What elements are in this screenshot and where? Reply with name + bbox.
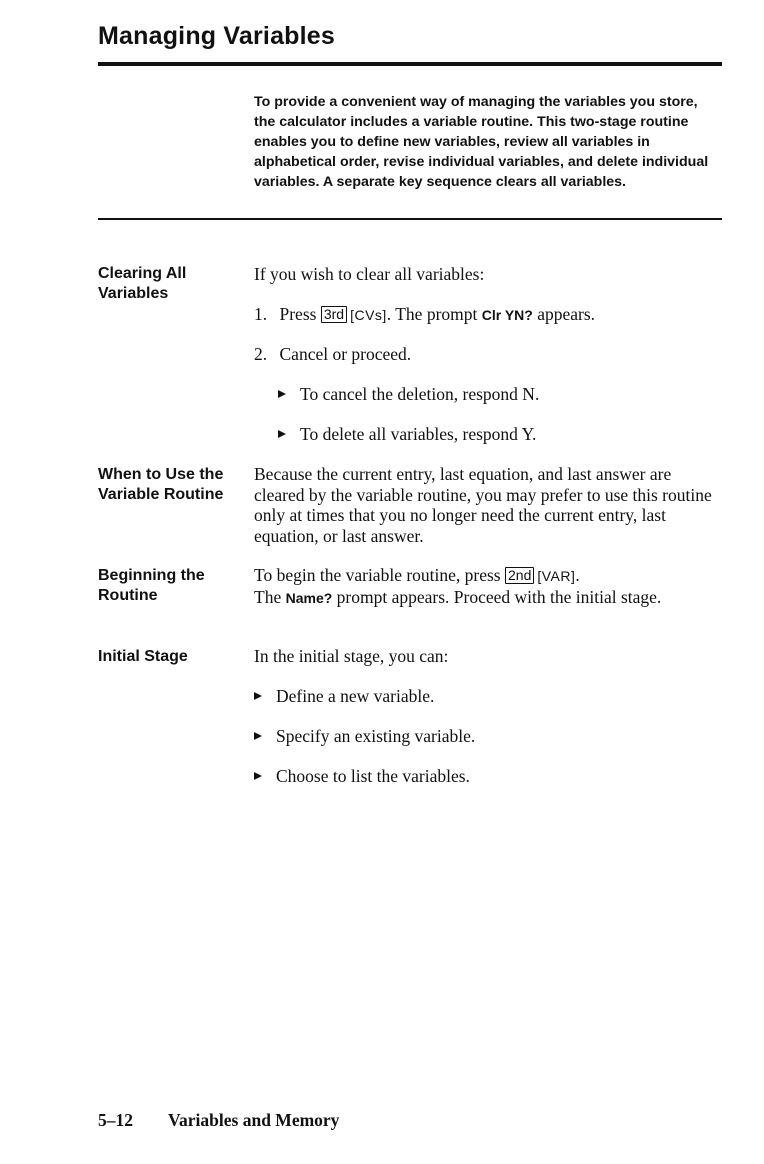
clearing-step-1: 1. Press 3rd [CVs]. The prompt Clr YN? appears. xyxy=(254,304,596,324)
3rd-key: 3rd xyxy=(321,306,347,323)
initial-lead: In the initial stage, you can: xyxy=(254,646,449,666)
title-rule xyxy=(98,62,722,66)
page-footer xyxy=(98,1110,339,1131)
page-title: Managing Variables xyxy=(98,22,336,50)
initial-bullet-specify: Specify an existing variable. xyxy=(254,726,475,747)
clearing-bullet-cancel: To cancel the deletion, respond N. xyxy=(278,384,539,405)
beginning-paragraph: To begin the variable routine, press 2nd [VAR]. The Name? prompt appears. Proceed with the initial stage. xyxy=(254,565,662,607)
intro-rule xyxy=(98,218,722,220)
bullet-arrow-icon xyxy=(254,692,262,700)
page-number: 5–12 xyxy=(98,1110,133,1130)
clr-yn-prompt: Clr YN? xyxy=(481,307,533,323)
footer-section-title: Variables and Memory xyxy=(168,1110,340,1130)
bullet-arrow-icon xyxy=(254,732,262,740)
bullet-arrow-icon xyxy=(254,772,262,780)
step-number: 2. xyxy=(254,344,268,364)
clearing-bullet-delete: To delete all variables, respond Y. xyxy=(278,424,536,445)
initial-bullet-list: Choose to list the variables. xyxy=(254,766,470,787)
bullet-arrow-icon xyxy=(278,390,286,398)
step-number: 1. xyxy=(254,304,268,324)
heading-beginning-the-routine: Beginning the Routine xyxy=(98,567,205,604)
heading-when-to-use: When to Use the Variable Routine xyxy=(98,466,224,503)
var-function-label: [VAR] xyxy=(537,568,576,584)
initial-bullet-define: Define a new variable. xyxy=(254,686,434,707)
cvs-function-label: [CVs] xyxy=(350,307,387,323)
2nd-key: 2nd xyxy=(505,567,534,584)
clearing-step-2: 2. Cancel or proceed. xyxy=(254,344,412,364)
name-prompt: Name? xyxy=(285,589,333,606)
clearing-lead: If you wish to clear all variables: xyxy=(254,264,485,284)
intro-paragraph: To provide a convenient way of managing the variables you store, the calculator includes a variable routine. This two-stage routine enables you to define new variables, review all variables in alphabetical order, revise individual variables, and delete individual variables. A separate key sequence clears all variables. xyxy=(254,94,709,190)
heading-clearing-all-variables: Clearing All Variables xyxy=(98,265,187,302)
bullet-arrow-icon xyxy=(278,430,286,438)
when-paragraph: Because the current entry, last equation, and last answer are cleared by the variable routine, you may prefer to use this routine only at times that you no longer need the current entry, last equation, or last answer. xyxy=(254,464,712,546)
heading-initial-stage: Initial Stage xyxy=(98,648,188,665)
